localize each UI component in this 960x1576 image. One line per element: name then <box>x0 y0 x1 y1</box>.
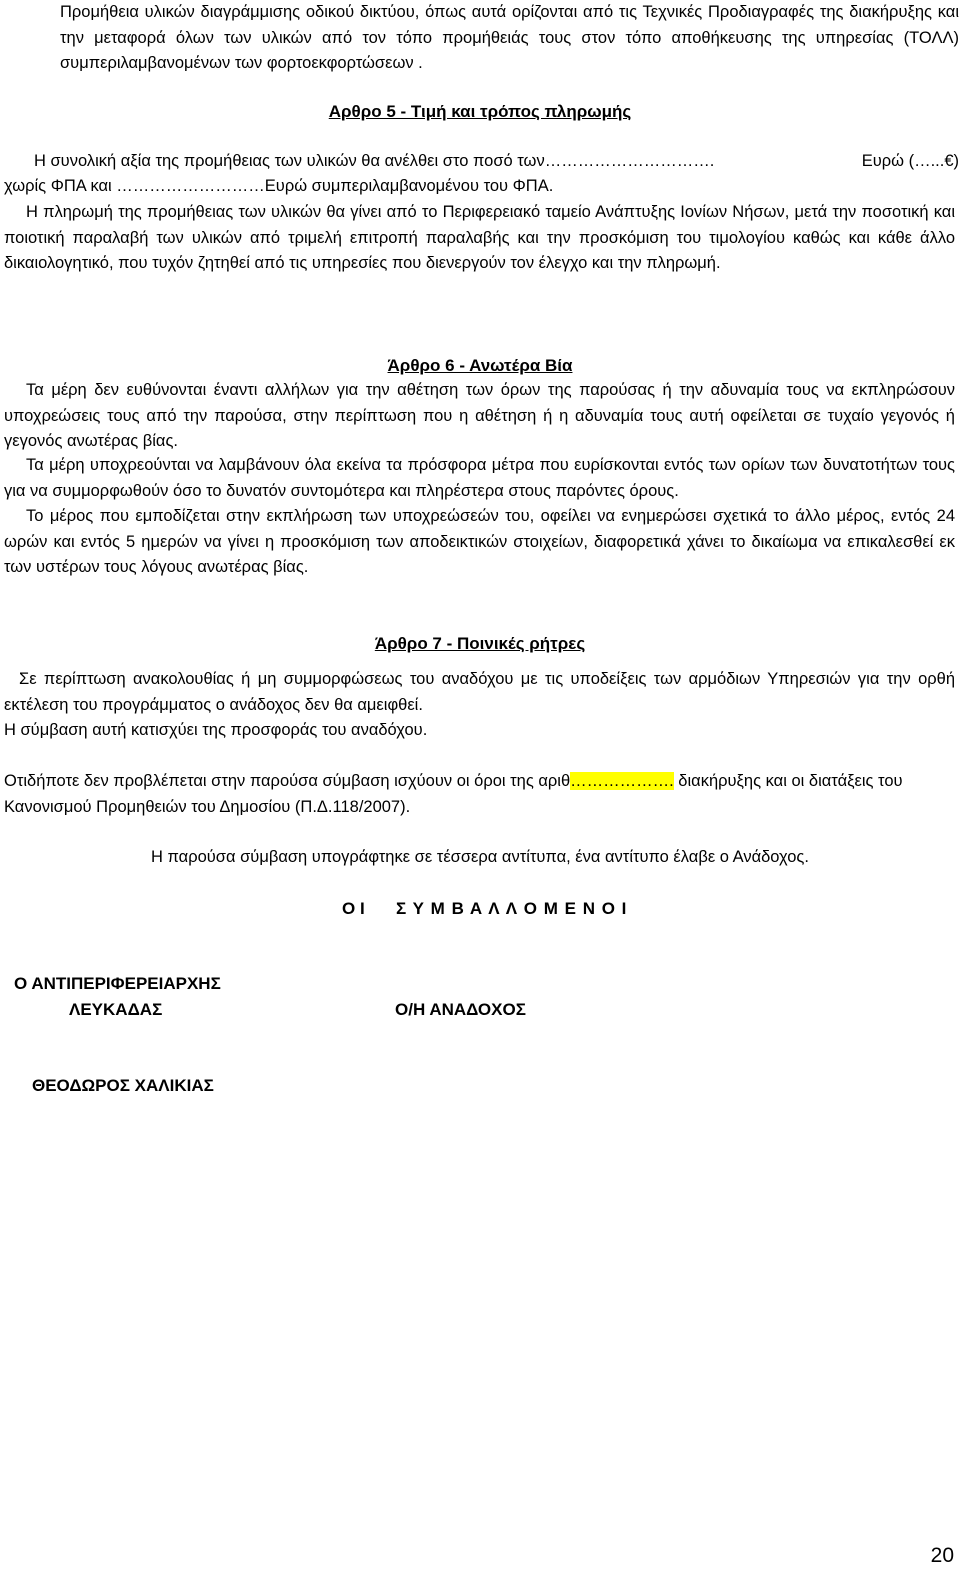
article-7-p3-start: Οτιδήποτε δεν προβλέπεται στην παρούσα σύμβαση ισχύουν οι όροι της αριθ <box>4 772 571 790</box>
article-6-paragraph-3: Το μέρος που εμποδίζεται στην εκπλήρωση των υποχρεώσεών του, οφείλει να ενημερώσει σχετικά το άλλο μέρος, εντός 24 ωρών και εντός 5 ημερών να γίνει η προσκόμιση των αποδεικτικών στοιχείων, διαφορετικά χάνει το δικαίωμα να επικαλεσθεί εκ των υστέρων τους λόγους ανωτέρας βίας. <box>4 507 955 577</box>
article-5-amount-euro: Ευρώ (…...€) <box>861 152 959 170</box>
article-7-p3-highlight: ………………. <box>570 772 674 790</box>
article-5-payment-paragraph: Η πληρωμή της προμήθειας των υλικών θα γίνει από το Περιφερειακό ταμείο Ανάπτυξης Ιονίων Νήσων, μετά την ποσοτική και ποιοτική παραλαβή των υλικών από τριμελή επιτροπή παραλαβής και την προσκόμιση του τιμολογίου καθώς και κάθε άλλο δικαιολογητικό, που τυχόν ζητηθεί από τις υπηρεσίες που διενεργούν τον έλεγχο και την πληρωμή. <box>4 203 955 273</box>
signature-right-title: Ο/Η ΑΝΑΔΟΧΟΣ <box>395 1000 526 1019</box>
article-6-title: Άρθρο 6 - Ανωτέρα Βία <box>387 356 573 375</box>
article-7-paragraph-2: Η σύμβαση αυτή κατισχύει της προσφοράς του αναδόχου. <box>4 721 428 739</box>
signature-left-title-line-2: ΛΕΥΚΑΔΑΣ <box>69 1000 163 1019</box>
article-7-p3-end: διακήρυξης και οι διατάξεις του Κανονισμού Προμηθειών του Δημοσίου (Π.Δ.118/2007). <box>4 772 903 816</box>
article-7-paragraph-3 <box>4 769 955 820</box>
page-number: 20 <box>930 1544 954 1567</box>
article-7-title: Άρθρο 7 - Ποινικές ρήτρες <box>374 634 586 653</box>
article-5-vat-line: χωρίς ΦΠΑ και ………………………Ευρώ συμπεριλαμβανομένου του ΦΠΑ. <box>4 177 554 195</box>
article-6-paragraph-2: Τα μέρη υποχρεούνται να λαμβάνουν όλα εκείνα τα πρόσφορα μέτρα που ευρίσκονται εντός των ορίων των δυνατοτήτων τους για να συμμορφωθούν όσο το δυνατόν συντομότερα και πληρέστερα στους παρόντες όρους. <box>4 456 955 500</box>
article-7-paragraph-1: Σε περίπτωση ανακολουθίας ή μη συμμορφώσεως του αναδόχου με τις υποδείξεις των αρμόδιων Υπηρεσιών για την ορθή εκτέλεση του προγράμματος ο ανάδοχος δεν θα αμειφθεί. <box>4 670 955 714</box>
intro-paragraph: Προμήθεια υλικών διαγράμμισης οδικού δικτύου, όπως αυτά ορίζονται από τις Τεχνικές Προδιαγραφές της διακήρυξης και την μεταφορά όλων των υλικών από τον τόπο προμήθειάς τους στον τόπο αποθήκευσης της υπηρεσίας (ΤΟΛΛ) συμπεριλαμβανομένων των φορτοεκφορτώσεων . <box>60 3 959 73</box>
article-7-paragraph-4: Η παρούσα σύμβαση υπογράφτηκε σε τέσσερα αντίτυπα, ένα αντίτυπο έλαβε ο Ανάδοχος. <box>151 848 809 866</box>
article-6-paragraph-1: Τα μέρη δεν ευθύνονται έναντι αλλήλων για την αθέτηση των όρων της παρούσας ή την αδυναμία τους να εκπληρώσουν υποχρεώσεις τους από την παρούσα, στην περίπτωση που η αθέτηση ή η αδυναμία τους αυτή οφείλεται σε τυχαίο γεγονός ή γεγονός ανωτέρας βίας. <box>4 381 955 451</box>
article-5-amount-line <box>4 149 959 175</box>
signatory-name: ΘΕΟΔΩΡΟΣ ΧΑΛΙΚΙΑΣ <box>32 1076 214 1095</box>
signatures-heading-left: Ο Ι <box>342 899 365 918</box>
signatures-heading-right: Σ Υ Μ Β Α Λ Λ Ο Μ Ε Ν Ο Ι <box>396 899 628 918</box>
article-5-title: Αρθρο 5 - Τιμή και τρόπος πληρωμής <box>328 102 632 121</box>
signature-left-title-line-1: Ο ΑΝΤΙΠΕΡΙΦΕΡΕΙΑΡΧΗΣ <box>14 974 221 993</box>
article-5-amount-text: Η συνολική αξία της προμήθειας των υλικών θα ανέλθει στο ποσό των…………………………. <box>34 152 715 170</box>
